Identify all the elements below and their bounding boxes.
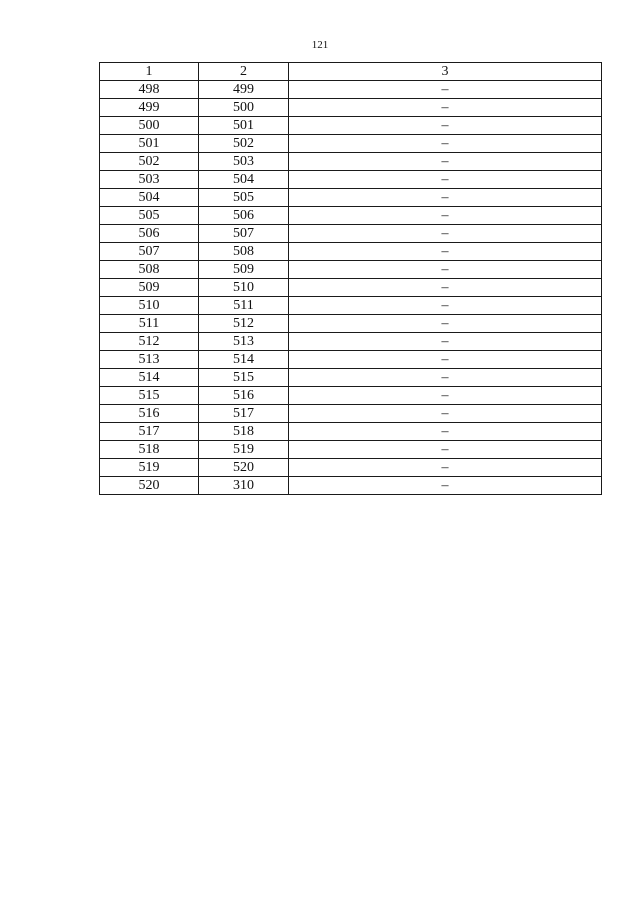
table-cell-col-2: 518 (199, 423, 289, 441)
table-cell-col-3: – (289, 261, 602, 279)
table-cell-col-3: – (289, 153, 602, 171)
table-row (100, 207, 602, 225)
header-cell-col-3: 3 (289, 63, 602, 81)
table-cell-col-3: – (289, 117, 602, 135)
table-row (100, 423, 602, 441)
table-row (100, 333, 602, 351)
table-cell-col-3: – (289, 243, 602, 261)
table-row (100, 117, 602, 135)
table-row (100, 135, 602, 153)
table-cell-col-3: – (289, 189, 602, 207)
table-row (100, 153, 602, 171)
page-number: 121 (311, 39, 329, 51)
table-cell-col-2: 517 (199, 405, 289, 423)
table-cell-col-1: 500 (100, 117, 199, 135)
table-cell-col-2: 511 (199, 297, 289, 315)
table-cell-col-2: 510 (199, 279, 289, 297)
table-cell-col-3: – (289, 171, 602, 189)
table-cell-col-1: 504 (100, 189, 199, 207)
table-row (100, 387, 602, 405)
table-cell-col-1: 503 (100, 171, 199, 189)
table-cell-col-3: – (289, 135, 602, 153)
table-cell-col-3: – (289, 297, 602, 315)
table-cell-col-2: 501 (199, 117, 289, 135)
header-row (100, 63, 602, 81)
table-cell-col-3: – (289, 459, 602, 477)
table-cell-col-2: 504 (199, 171, 289, 189)
table-cell-col-2: 507 (199, 225, 289, 243)
table-cell-col-2: 516 (199, 387, 289, 405)
table-cell-col-1: 519 (100, 459, 199, 477)
table-cell-col-1: 517 (100, 423, 199, 441)
table-row (100, 279, 602, 297)
table-row (100, 477, 602, 495)
table-cell-col-1: 501 (100, 135, 199, 153)
table-cell-col-1: 514 (100, 369, 199, 387)
table-cell-col-1: 509 (100, 279, 199, 297)
table-cell-col-2: 502 (199, 135, 289, 153)
table-cell-col-1: 516 (100, 405, 199, 423)
table-cell-col-3: – (289, 441, 602, 459)
table-cell-col-2: 503 (199, 153, 289, 171)
table-row (100, 225, 602, 243)
table-cell-col-1: 498 (100, 81, 199, 99)
table-cell-col-3: – (289, 477, 602, 495)
table-cell-col-2: 508 (199, 243, 289, 261)
table-cell-col-3: – (289, 333, 602, 351)
table-row (100, 297, 602, 315)
table-row (100, 261, 602, 279)
table-cell-col-3: – (289, 279, 602, 297)
header-cell-col-2: 2 (199, 63, 289, 81)
table-cell-col-1: 506 (100, 225, 199, 243)
table-cell-col-3: – (289, 405, 602, 423)
table-cell-col-2: 512 (199, 315, 289, 333)
table-cell-col-2: 519 (199, 441, 289, 459)
table-row (100, 315, 602, 333)
table-cell-col-2: 310 (199, 477, 289, 495)
table-cell-col-2: 499 (199, 81, 289, 99)
table-cell-col-2: 505 (199, 189, 289, 207)
table-cell-col-2: 514 (199, 351, 289, 369)
table-cell-col-1: 512 (100, 333, 199, 351)
table-body (100, 81, 602, 495)
table-cell-col-3: – (289, 315, 602, 333)
table-cell-col-1: 508 (100, 261, 199, 279)
table-cell-col-3: – (289, 387, 602, 405)
table-cell-col-3: – (289, 369, 602, 387)
table-cell-col-3: – (289, 99, 602, 117)
table-row (100, 243, 602, 261)
table-cell-col-1: 520 (100, 477, 199, 495)
table-cell-col-2: 513 (199, 333, 289, 351)
table-cell-col-3: – (289, 207, 602, 225)
table-row (100, 171, 602, 189)
table-cell-col-3: – (289, 225, 602, 243)
table-row (100, 189, 602, 207)
table-cell-col-1: 510 (100, 297, 199, 315)
table-row (100, 99, 602, 117)
table-cell-col-1: 502 (100, 153, 199, 171)
table-cell-col-1: 505 (100, 207, 199, 225)
table-cell-col-1: 499 (100, 99, 199, 117)
table-cell-col-1: 515 (100, 387, 199, 405)
table-cell-col-2: 509 (199, 261, 289, 279)
table-cell-col-1: 513 (100, 351, 199, 369)
table-cell-col-3: – (289, 423, 602, 441)
table-cell-col-1: 518 (100, 441, 199, 459)
table-row (100, 81, 602, 99)
data-table (99, 62, 602, 495)
table-row (100, 351, 602, 369)
table-cell-col-1: 511 (100, 315, 199, 333)
table-cell-col-3: – (289, 351, 602, 369)
table-row (100, 441, 602, 459)
table-row (100, 405, 602, 423)
table-cell-col-2: 520 (199, 459, 289, 477)
table-cell-col-2: 515 (199, 369, 289, 387)
header-cell-col-1: 1 (100, 63, 199, 81)
table-cell-col-2: 500 (199, 99, 289, 117)
table-row (100, 459, 602, 477)
table-cell-col-1: 507 (100, 243, 199, 261)
table-cell-col-3: – (289, 81, 602, 99)
table-cell-col-2: 506 (199, 207, 289, 225)
table-header (100, 63, 602, 81)
table-row (100, 369, 602, 387)
